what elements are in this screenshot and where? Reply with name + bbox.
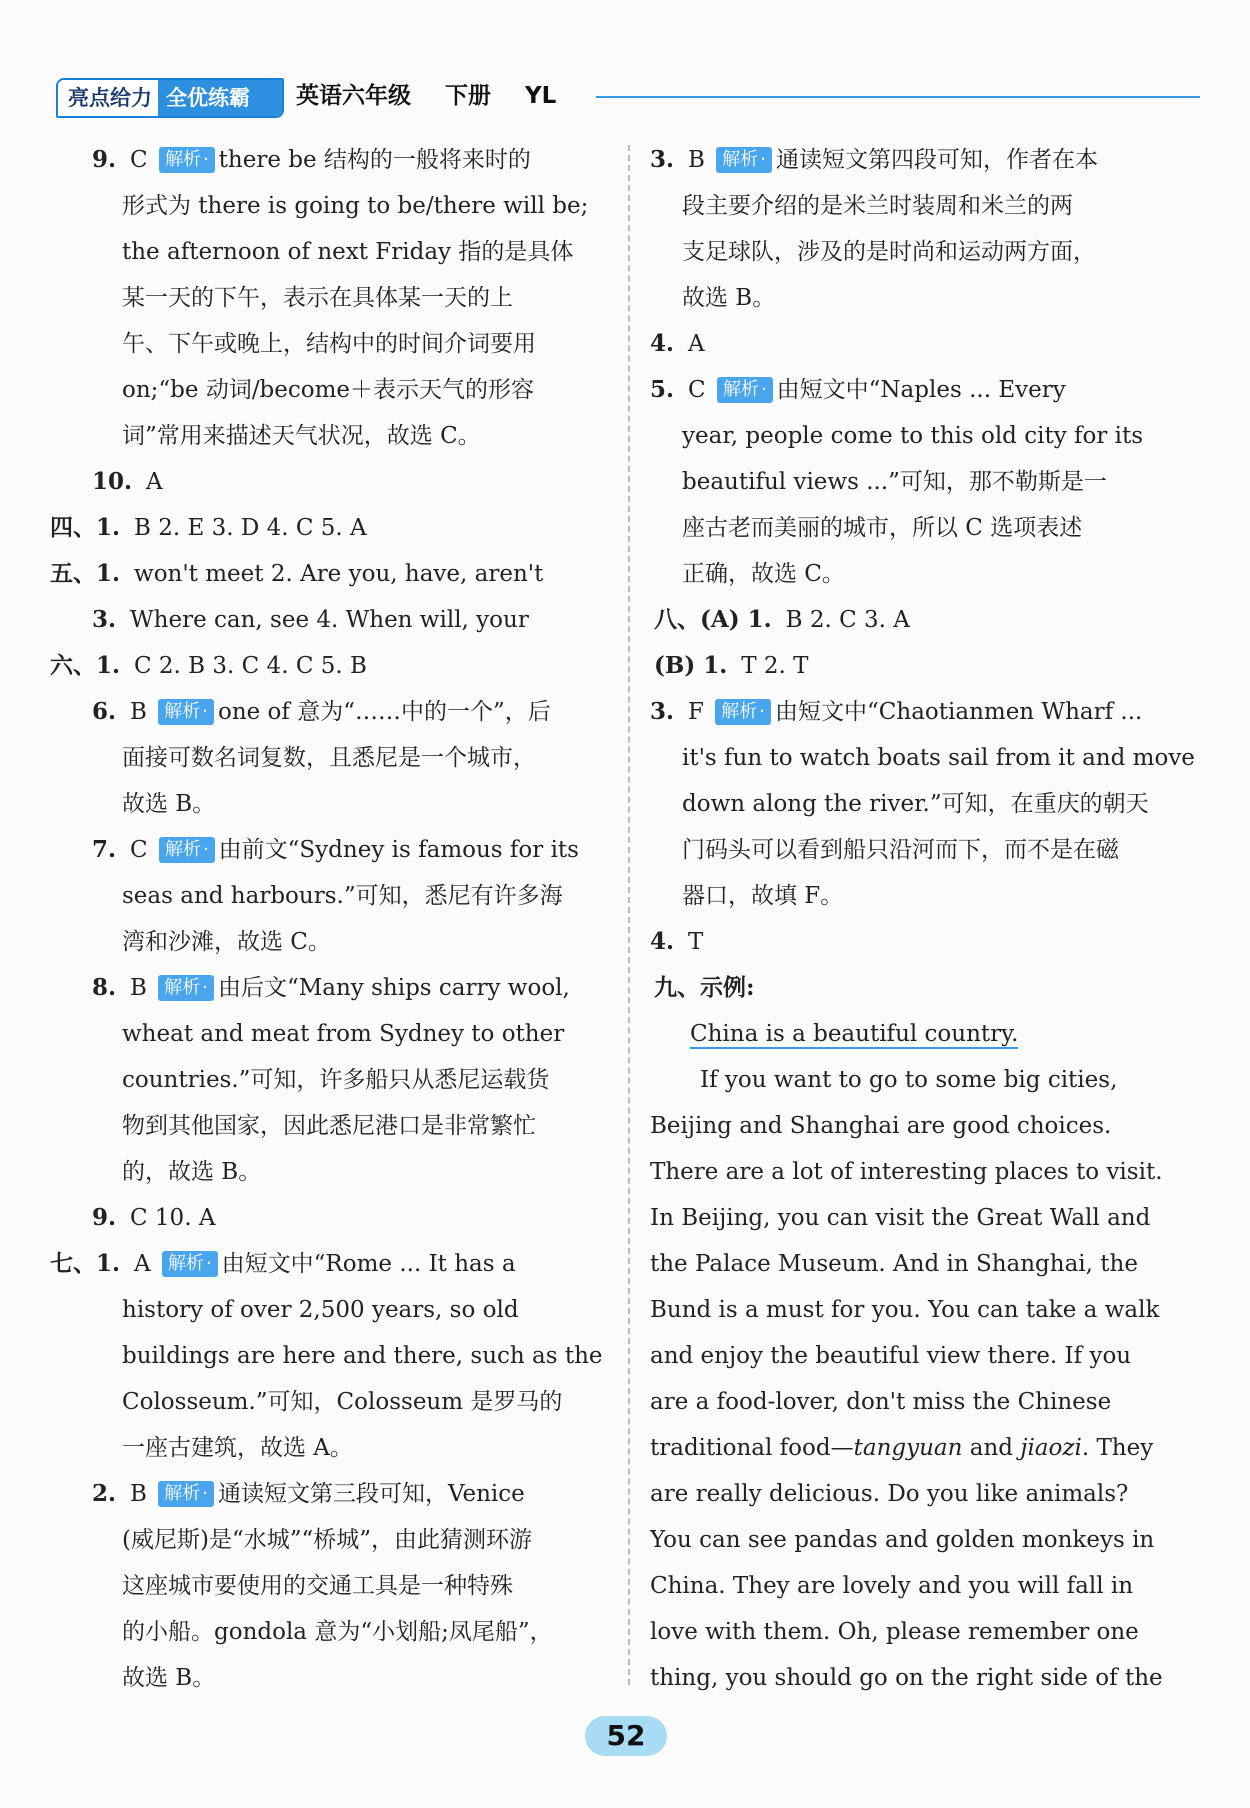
answer-line: 形式为 there is going to be/there will be; bbox=[122, 193, 589, 219]
item-number: 4. bbox=[650, 330, 675, 357]
brand-name-a: 亮点给力 bbox=[58, 80, 158, 116]
answer-line: You can see pandas and golden monkeys in bbox=[650, 1527, 1155, 1553]
item-number: 3. bbox=[650, 698, 675, 725]
answer-line: 支足球队，涉及的是时尚和运动两方面， bbox=[682, 239, 1096, 265]
answer-text: B 解析 · one of 意为“……中的一个”，后 bbox=[130, 699, 551, 725]
answer-line bbox=[690, 1011, 1200, 1057]
analysis-tag: 解析 · bbox=[159, 147, 215, 173]
answer-line bbox=[50, 505, 604, 551]
item-number: 9. bbox=[92, 146, 117, 173]
item-number: 10. bbox=[92, 468, 133, 495]
answer-line: history of over 2,500 years, so old bbox=[122, 1297, 519, 1323]
answer-line bbox=[50, 1241, 604, 1287]
answer-line: down along the river.”可知，在重庆的朝天 bbox=[682, 791, 1149, 817]
brand-name-b: 全优练霸 bbox=[158, 80, 282, 116]
answer-text: A bbox=[146, 469, 163, 495]
answer-text: C 解析 · there be 结构的一般将来时的 bbox=[130, 147, 531, 173]
answer-text: F 解析 · 由短文中“Chaotianmen Wharf ... bbox=[688, 699, 1142, 725]
answer-line: are a food-lover, don't miss the Chinese bbox=[650, 1389, 1112, 1415]
item-number: 7. bbox=[92, 836, 117, 863]
answer-line: it's fun to watch boats sail from it and move bbox=[682, 745, 1195, 771]
answer-line: 词”常用来描述天气状况，故选 C。 bbox=[122, 423, 481, 449]
header-rule bbox=[596, 96, 1200, 98]
essay-title: China is a beautiful country. bbox=[690, 1021, 1019, 1047]
answer-text: B 2. C 3. A bbox=[785, 607, 910, 633]
answer-line bbox=[50, 643, 604, 689]
answer-line bbox=[650, 919, 1200, 965]
item-number: 六、1. bbox=[50, 652, 121, 679]
volume: 下册 bbox=[445, 83, 492, 109]
analysis-tag: 解析 · bbox=[158, 975, 214, 1001]
answer-line bbox=[654, 643, 1200, 689]
answer-line: 门码头可以看到船只沿河而下，而不是在磁 bbox=[682, 837, 1119, 863]
answer-line: traditional food—tangyuan and jiaozi. They bbox=[650, 1435, 1154, 1461]
analysis-tag: 解析 · bbox=[717, 377, 773, 403]
answer-line: 座古老而美丽的城市，所以 C 选项表述 bbox=[682, 515, 1083, 541]
answer-line: the Palace Museum. And in Shanghai, the bbox=[650, 1251, 1138, 1277]
answer-line: Colosseum.”可知，Colosseum 是罗马的 bbox=[122, 1389, 563, 1415]
edition: YL bbox=[525, 83, 557, 109]
subject: 英语六年级 bbox=[296, 83, 411, 109]
analysis-tag: 解析 · bbox=[162, 1251, 218, 1277]
answer-text: B 解析 · 通读短文第四段可知，作者在本 bbox=[688, 147, 1098, 173]
brand-logo bbox=[56, 78, 284, 118]
answer-line bbox=[650, 321, 1200, 367]
answer-line: 面接可数名词复数，且悉尼是一个城市， bbox=[122, 745, 536, 771]
answer-text: B 解析 · 通读短文第三段可知，Venice bbox=[130, 1481, 525, 1507]
answer-line bbox=[92, 1195, 604, 1241]
answer-line: In Beijing, you can visit the Great Wall and bbox=[650, 1205, 1151, 1231]
analysis-tag: 解析 · bbox=[158, 1481, 214, 1507]
answer-text: Where can, see 4. When will, your bbox=[130, 607, 529, 633]
item-number: 五、1. bbox=[50, 560, 121, 587]
answer-line: thing, you should go on the right side of the bbox=[650, 1665, 1163, 1691]
answer-line: love with them. Oh, please remember one bbox=[650, 1619, 1139, 1645]
answer-line: the afternoon of next Friday 指的是具体 bbox=[122, 239, 574, 265]
answer-line bbox=[650, 367, 1200, 413]
answer-line: year, people come to this old city for its bbox=[682, 423, 1144, 449]
answer-text: B 解析 · 由后文“Many ships carry wool, bbox=[130, 975, 570, 1001]
answer-line bbox=[92, 827, 604, 873]
answer-text: T 2. T bbox=[741, 653, 809, 679]
answer-text: T bbox=[688, 929, 704, 955]
answer-line: China. They are lovely and you will fall in bbox=[650, 1573, 1134, 1599]
answer-line: 段主要介绍的是米兰时装周和米兰的两 bbox=[682, 193, 1073, 219]
item-number: 5. bbox=[650, 376, 675, 403]
page-header bbox=[56, 74, 1200, 118]
answer-line: 湾和沙滩，故选 C。 bbox=[122, 929, 331, 955]
answer-line: (威尼斯)是“水城”“桥城”，由此猜测环游 bbox=[122, 1527, 532, 1553]
item-number: 4. bbox=[650, 928, 675, 955]
answer-line bbox=[654, 597, 1200, 643]
analysis-tag: 解析 · bbox=[715, 699, 771, 725]
book-info bbox=[296, 78, 582, 114]
answer-text: C 2. B 3. C 4. C 5. B bbox=[134, 653, 367, 679]
answer-line: Beijing and Shanghai are good choices. bbox=[650, 1113, 1112, 1139]
answer-line: seas and harbours.”可知，悉尼有许多海 bbox=[122, 883, 563, 909]
analysis-tag: 解析 · bbox=[158, 699, 214, 725]
answer-line bbox=[92, 1471, 604, 1517]
answer-line: 某一天的下午，表示在具体某一天的上 bbox=[122, 285, 513, 311]
item-number: 四、1. bbox=[50, 514, 121, 541]
item-number: (B) 1. bbox=[654, 652, 728, 679]
item-number: 3. bbox=[650, 146, 675, 173]
answer-line: 的小船。gondola 意为“小划船;凤尾船”， bbox=[122, 1619, 553, 1645]
answer-line bbox=[92, 597, 604, 643]
item-number: 八、(A) 1. bbox=[654, 606, 772, 633]
answer-line: buildings are here and there, such as the bbox=[122, 1343, 603, 1369]
column-divider bbox=[628, 145, 630, 1685]
answer-line: There are a lot of interesting places to visit. bbox=[650, 1159, 1163, 1185]
item-number: 6. bbox=[92, 698, 117, 725]
answer-line bbox=[92, 965, 604, 1011]
item-number: 九、示例: bbox=[654, 974, 755, 1001]
answer-line: 故选 B。 bbox=[122, 791, 216, 817]
answer-line: 正确，故选 C。 bbox=[682, 561, 845, 587]
answer-line: beautiful views ...”可知，那不勒斯是一 bbox=[682, 469, 1107, 495]
answer-text: B 2. E 3. D 4. C 5. A bbox=[134, 515, 367, 541]
answer-text: C 10. A bbox=[130, 1205, 216, 1231]
answer-text: won't meet 2. Are you, have, aren't bbox=[134, 561, 544, 587]
answer-line: are really delicious. Do you like animals? bbox=[650, 1481, 1129, 1507]
item-number: 8. bbox=[92, 974, 117, 1001]
item-number: 9. bbox=[92, 1204, 117, 1231]
answer-line bbox=[654, 965, 1200, 1011]
answer-line: wheat and meat from Sydney to other bbox=[122, 1021, 565, 1047]
page-number: 52 bbox=[585, 1716, 667, 1756]
answer-text: A 解析 · 由短文中“Rome ... It has a bbox=[134, 1251, 516, 1277]
answer-text: C 解析 · 由短文中“Naples ... Every bbox=[688, 377, 1066, 403]
item-number: 3. bbox=[92, 606, 117, 633]
item-number: 2. bbox=[92, 1480, 117, 1507]
answer-text: A bbox=[688, 331, 705, 357]
answer-line: 物到其他国家，因此悉尼港口是非常繁忙 bbox=[122, 1113, 536, 1139]
answer-line: 故选 B。 bbox=[122, 1665, 216, 1691]
answer-line bbox=[650, 137, 1200, 183]
answer-line: 一座古建筑，故选 A。 bbox=[122, 1435, 353, 1461]
answer-line: If you want to go to some big cities, bbox=[700, 1067, 1118, 1093]
answer-line bbox=[92, 459, 604, 505]
answer-line bbox=[92, 689, 604, 735]
answer-line bbox=[650, 689, 1200, 735]
answer-line: 器口，故填 F。 bbox=[682, 883, 844, 909]
answer-line: 这座城市要使用的交通工具是一种特殊 bbox=[122, 1573, 513, 1599]
item-number: 七、1. bbox=[50, 1250, 121, 1277]
answer-line: 午、下午或晚上，结构中的时间介词要用 bbox=[122, 331, 536, 357]
answer-line: and enjoy the beautiful view there. If you bbox=[650, 1343, 1132, 1369]
answer-line: 故选 B。 bbox=[682, 285, 776, 311]
answer-line bbox=[92, 137, 604, 183]
answer-line: 的，故选 B。 bbox=[122, 1159, 262, 1185]
answer-line bbox=[50, 551, 604, 597]
analysis-tag: 解析 · bbox=[716, 147, 772, 173]
answer-line: on;“be 动词/become＋表示天气的形容 bbox=[122, 377, 535, 403]
answer-text: C 解析 · 由前文“Sydney is famous for its bbox=[130, 837, 579, 863]
analysis-tag: 解析 · bbox=[159, 837, 215, 863]
answer-line: countries.”可知，许多船只从悉尼运载货 bbox=[122, 1067, 550, 1093]
answer-line: Bund is a must for you. You can take a walk bbox=[650, 1297, 1160, 1323]
